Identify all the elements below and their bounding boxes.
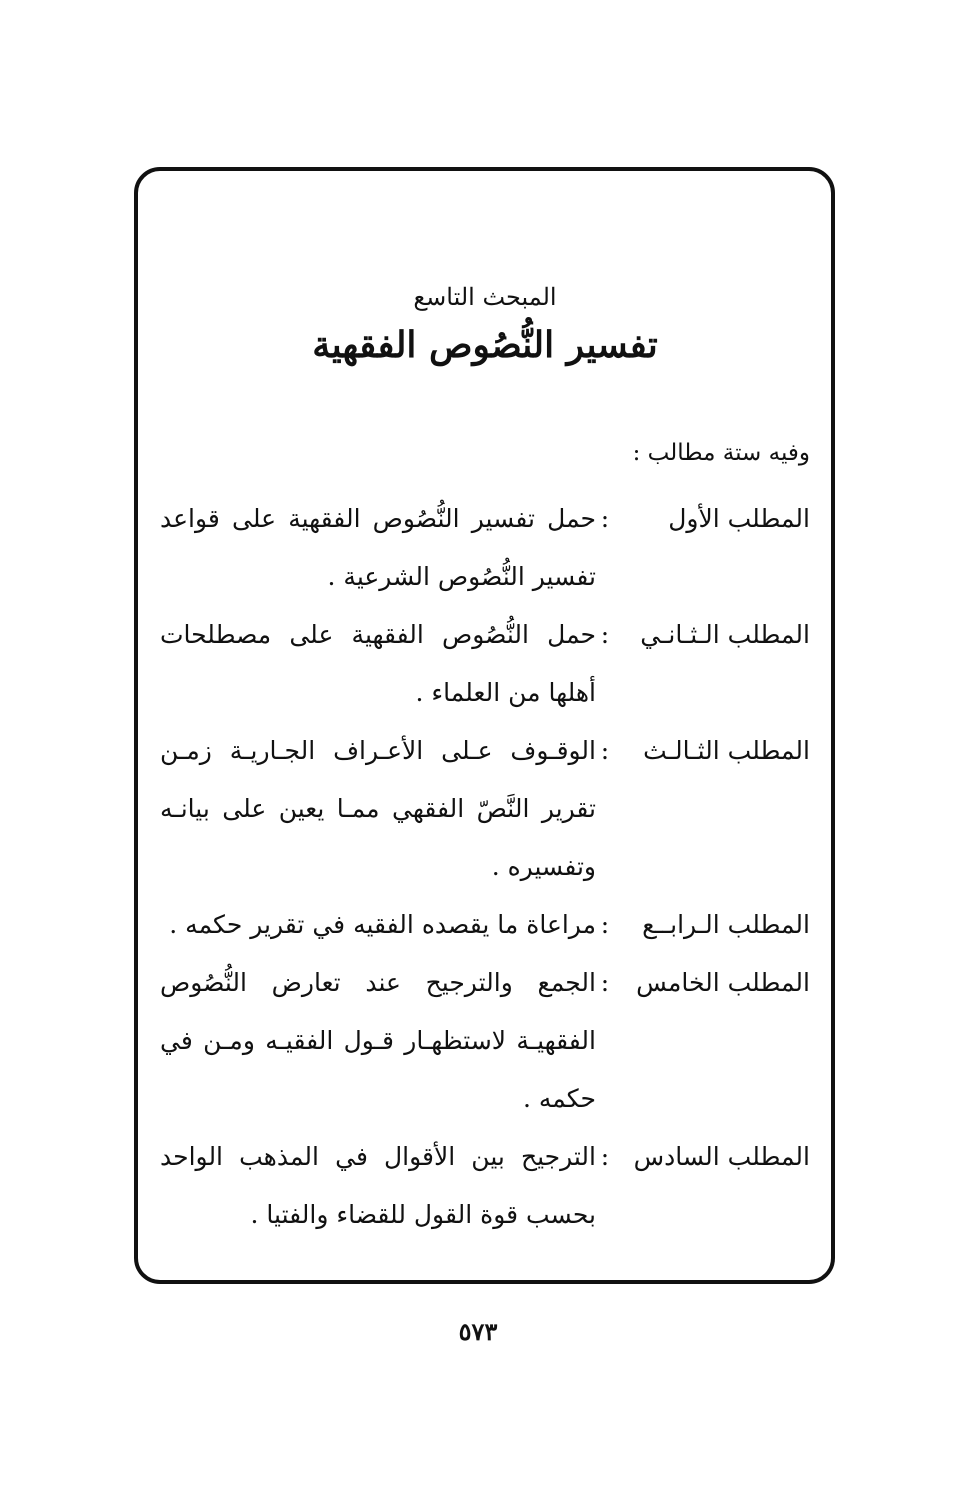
section-title: تفسير النُّصُوص الفقهية — [312, 324, 658, 366]
section-description — [160, 490, 596, 606]
section-description-line: حكمه . — [522, 1084, 596, 1113]
section-item — [160, 1128, 810, 1244]
section-item — [160, 606, 810, 722]
intro-text: وفيه ستة مطالب : — [632, 440, 810, 466]
section-description-line: الجمع والترجيح عند تعارض النُّصُوص — [160, 968, 596, 997]
label-colon: : — [600, 620, 610, 649]
section-label: المطلب الـثـانـي — [640, 620, 810, 649]
label-colon: : — [600, 968, 610, 997]
section-item — [160, 896, 810, 954]
sections-list — [160, 490, 810, 1244]
section-item — [160, 722, 810, 896]
section-label: المطلب الأول — [668, 504, 810, 533]
label-colon: : — [600, 910, 610, 939]
label-colon: : — [600, 736, 610, 765]
label-colon: : — [600, 1142, 610, 1171]
section-label: المطلب الثـالـث — [643, 736, 810, 765]
section-description — [160, 1128, 596, 1244]
section-description — [160, 722, 596, 896]
section-description-line: حمل تفسير النُّصُوص الفقهية على قواعد — [160, 504, 596, 533]
label-colon: : — [600, 504, 610, 533]
section-label: المطلب الخامس — [636, 968, 810, 997]
section-description-line: تقرير النَّصّ الفقهي ممـا يعين على بيانـه — [160, 794, 596, 823]
page-content — [160, 280, 810, 1244]
section-description-line: الوقـوف عـلى الأعـراف الجـاريـة زمـن — [160, 736, 596, 765]
section-description — [160, 954, 596, 1128]
section-description-line: حمل النُّصُوص الفقهية على مصطلحات — [160, 620, 596, 649]
section-subtitle: المبحث التاسع — [413, 283, 557, 311]
section-description-line: الفقهيـة لاستظهـار قـول الفقيـه ومـن في — [160, 1026, 596, 1055]
section-description-line: الترجيح بين الأقوال في المذهب الواحد — [160, 1142, 596, 1171]
page-number: ٥٧٣ — [458, 1317, 498, 1346]
section-description-line: مراعاة ما يقصده الفقيه في تقرير حكمه . — [169, 910, 596, 939]
section-description-line: تفسير النُّصُوص الشرعية . — [327, 562, 596, 591]
section-item — [160, 490, 810, 606]
section-label: المطلب السادس — [633, 1142, 810, 1171]
section-description — [160, 896, 596, 954]
section-item — [160, 954, 810, 1128]
section-description-line: وتفسيره . — [491, 852, 596, 881]
section-description-line: أهلها من العلماء . — [415, 678, 596, 707]
section-label: المطلب الـرابــع — [642, 910, 810, 939]
section-description — [160, 606, 596, 722]
section-description-line: بحسب قوة القول للقضاء والفتيا . — [250, 1200, 596, 1229]
